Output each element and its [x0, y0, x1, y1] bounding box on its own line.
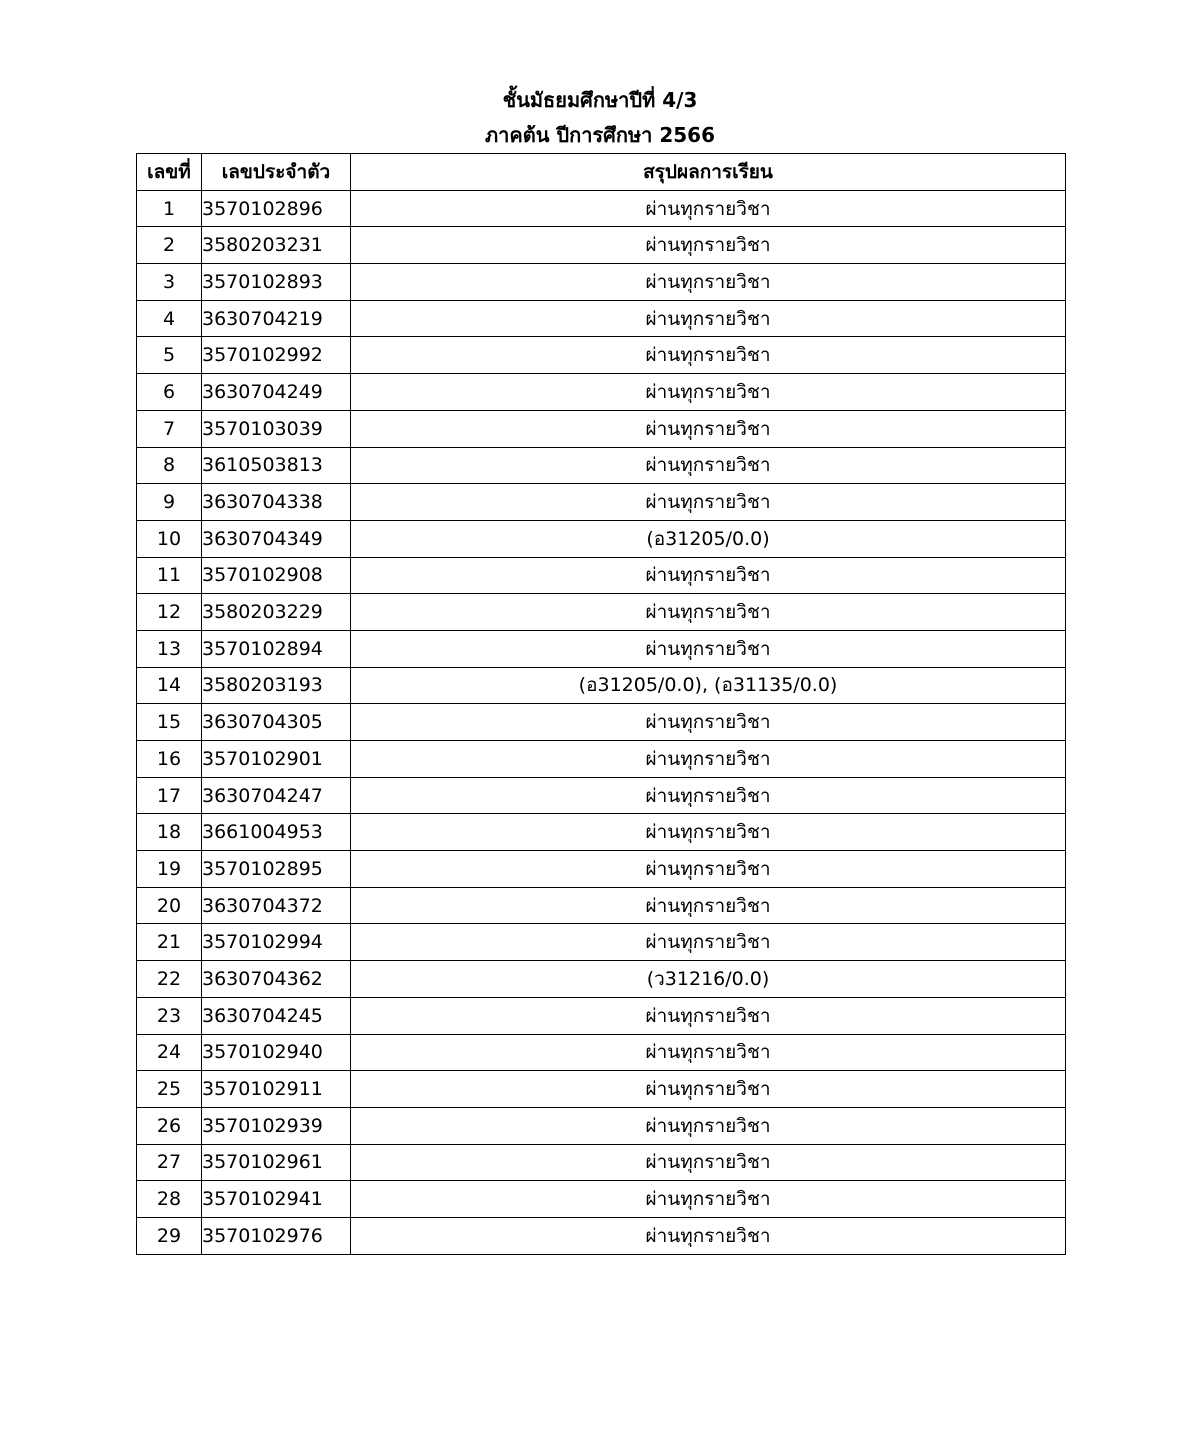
results-table	[136, 153, 1066, 1255]
student-id: 3580203231	[202, 227, 351, 264]
header-row	[137, 154, 1066, 191]
row-number: 25	[137, 1071, 202, 1108]
student-id: 3630704247	[202, 777, 351, 814]
row-number: 2	[137, 227, 202, 264]
row-number: 5	[137, 337, 202, 374]
student-id: 3630704372	[202, 887, 351, 924]
result-summary: ผ่านทุกรายวิชา	[351, 997, 1066, 1034]
row-number: 4	[137, 300, 202, 337]
row-number: 11	[137, 557, 202, 594]
row-number: 19	[137, 851, 202, 888]
result-summary: ผ่านทุกรายวิชา	[351, 924, 1066, 961]
row-number: 13	[137, 630, 202, 667]
student-id: 3570102961	[202, 1144, 351, 1181]
student-id: 3661004953	[202, 814, 351, 851]
result-summary: ผ่านทุกรายวิชา	[351, 1107, 1066, 1144]
result-summary: ผ่านทุกรายวิชา	[351, 1034, 1066, 1071]
result-summary: ผ่านทุกรายวิชา	[351, 1181, 1066, 1218]
result-summary: ผ่านทุกรายวิชา	[351, 1071, 1066, 1108]
table-row	[137, 667, 1066, 704]
table-row	[137, 1181, 1066, 1218]
row-number: 26	[137, 1107, 202, 1144]
student-id: 3570102976	[202, 1217, 351, 1254]
row-number: 17	[137, 777, 202, 814]
table-row	[137, 190, 1066, 227]
table-row	[137, 630, 1066, 667]
result-summary: ผ่านทุกรายวิชา	[351, 264, 1066, 301]
student-id: 3570102901	[202, 741, 351, 778]
table-row	[137, 410, 1066, 447]
row-number: 10	[137, 520, 202, 557]
table-row	[137, 814, 1066, 851]
row-number: 27	[137, 1144, 202, 1181]
table-row	[137, 741, 1066, 778]
result-summary: ผ่านทุกรายวิชา	[351, 1144, 1066, 1181]
row-number: 3	[137, 264, 202, 301]
row-number: 1	[137, 190, 202, 227]
student-id: 3610503813	[202, 447, 351, 484]
student-id: 3630704249	[202, 374, 351, 411]
result-summary: ผ่านทุกรายวิชา	[351, 594, 1066, 631]
row-number: 12	[137, 594, 202, 631]
result-summary: (อ31205/0.0), (อ31135/0.0)	[351, 667, 1066, 704]
student-id: 3570102894	[202, 630, 351, 667]
result-summary: ผ่านทุกรายวิชา	[351, 557, 1066, 594]
student-id: 3580203229	[202, 594, 351, 631]
table-row	[137, 227, 1066, 264]
result-summary: ผ่านทุกรายวิชา	[351, 447, 1066, 484]
header-student-id: เลขประจำตัว	[202, 154, 351, 191]
result-summary: ผ่านทุกรายวิชา	[351, 484, 1066, 521]
table-row	[137, 924, 1066, 961]
page-subtitle: ภาคต้น ปีการศึกษา 2566	[484, 123, 716, 147]
result-summary: ผ่านทุกรายวิชา	[351, 887, 1066, 924]
table-row	[137, 557, 1066, 594]
student-id: 3630704362	[202, 961, 351, 998]
student-id: 3630704305	[202, 704, 351, 741]
table-row	[137, 851, 1066, 888]
student-id: 3580203193	[202, 667, 351, 704]
result-summary: ผ่านทุกรายวิชา	[351, 300, 1066, 337]
page-title: ชั้นมัธยมศึกษาปีที่ 4/3	[502, 88, 698, 112]
table-row	[137, 961, 1066, 998]
result-summary: ผ่านทุกรายวิชา	[351, 741, 1066, 778]
row-number: 16	[137, 741, 202, 778]
row-number: 24	[137, 1034, 202, 1071]
result-summary: ผ่านทุกรายวิชา	[351, 851, 1066, 888]
table-row	[137, 337, 1066, 374]
row-number: 8	[137, 447, 202, 484]
row-number: 15	[137, 704, 202, 741]
row-number: 9	[137, 484, 202, 521]
result-summary: (อ31205/0.0)	[351, 520, 1066, 557]
student-id: 3570102895	[202, 851, 351, 888]
row-number: 21	[137, 924, 202, 961]
row-number: 28	[137, 1181, 202, 1218]
student-id: 3570102908	[202, 557, 351, 594]
row-number: 18	[137, 814, 202, 851]
result-summary: ผ่านทุกรายวิชา	[351, 1217, 1066, 1254]
result-summary: ผ่านทุกรายวิชา	[351, 704, 1066, 741]
row-number: 23	[137, 997, 202, 1034]
result-summary: ผ่านทุกรายวิชา	[351, 814, 1066, 851]
student-id: 3570102896	[202, 190, 351, 227]
student-id: 3630704349	[202, 520, 351, 557]
table-row	[137, 520, 1066, 557]
student-id: 3570103039	[202, 410, 351, 447]
table-row	[137, 997, 1066, 1034]
student-id: 3570102893	[202, 264, 351, 301]
row-number: 7	[137, 410, 202, 447]
table-row	[137, 264, 1066, 301]
table-row	[137, 777, 1066, 814]
table-row	[137, 594, 1066, 631]
student-id: 3570102941	[202, 1181, 351, 1218]
table-row	[137, 1034, 1066, 1071]
result-summary: ผ่านทุกรายวิชา	[351, 374, 1066, 411]
result-summary: ผ่านทุกรายวิชา	[351, 337, 1066, 374]
header-result-summary: สรุปผลการเรียน	[351, 154, 1066, 191]
result-summary: ผ่านทุกรายวิชา	[351, 227, 1066, 264]
student-id: 3570102994	[202, 924, 351, 961]
row-number: 6	[137, 374, 202, 411]
header-number: เลขที่	[137, 154, 202, 191]
student-id: 3630704338	[202, 484, 351, 521]
student-id: 3570102940	[202, 1034, 351, 1071]
table-row	[137, 887, 1066, 924]
table-row	[137, 1144, 1066, 1181]
table-row	[137, 1107, 1066, 1144]
student-id: 3630704245	[202, 997, 351, 1034]
row-number: 29	[137, 1217, 202, 1254]
table-row	[137, 447, 1066, 484]
row-number: 22	[137, 961, 202, 998]
row-number: 20	[137, 887, 202, 924]
student-id: 3570102911	[202, 1071, 351, 1108]
result-summary: ผ่านทุกรายวิชา	[351, 630, 1066, 667]
result-summary: (ว31216/0.0)	[351, 961, 1066, 998]
table-row	[137, 484, 1066, 521]
result-summary: ผ่านทุกรายวิชา	[351, 190, 1066, 227]
row-number: 14	[137, 667, 202, 704]
student-id: 3630704219	[202, 300, 351, 337]
table-row	[137, 704, 1066, 741]
table-row	[137, 1217, 1066, 1254]
table-header	[137, 154, 1066, 191]
table-body	[137, 190, 1066, 1254]
table-row	[137, 374, 1066, 411]
result-summary: ผ่านทุกรายวิชา	[351, 777, 1066, 814]
table-row	[137, 1071, 1066, 1108]
student-id: 3570102992	[202, 337, 351, 374]
student-id: 3570102939	[202, 1107, 351, 1144]
result-summary: ผ่านทุกรายวิชา	[351, 410, 1066, 447]
table-row	[137, 300, 1066, 337]
